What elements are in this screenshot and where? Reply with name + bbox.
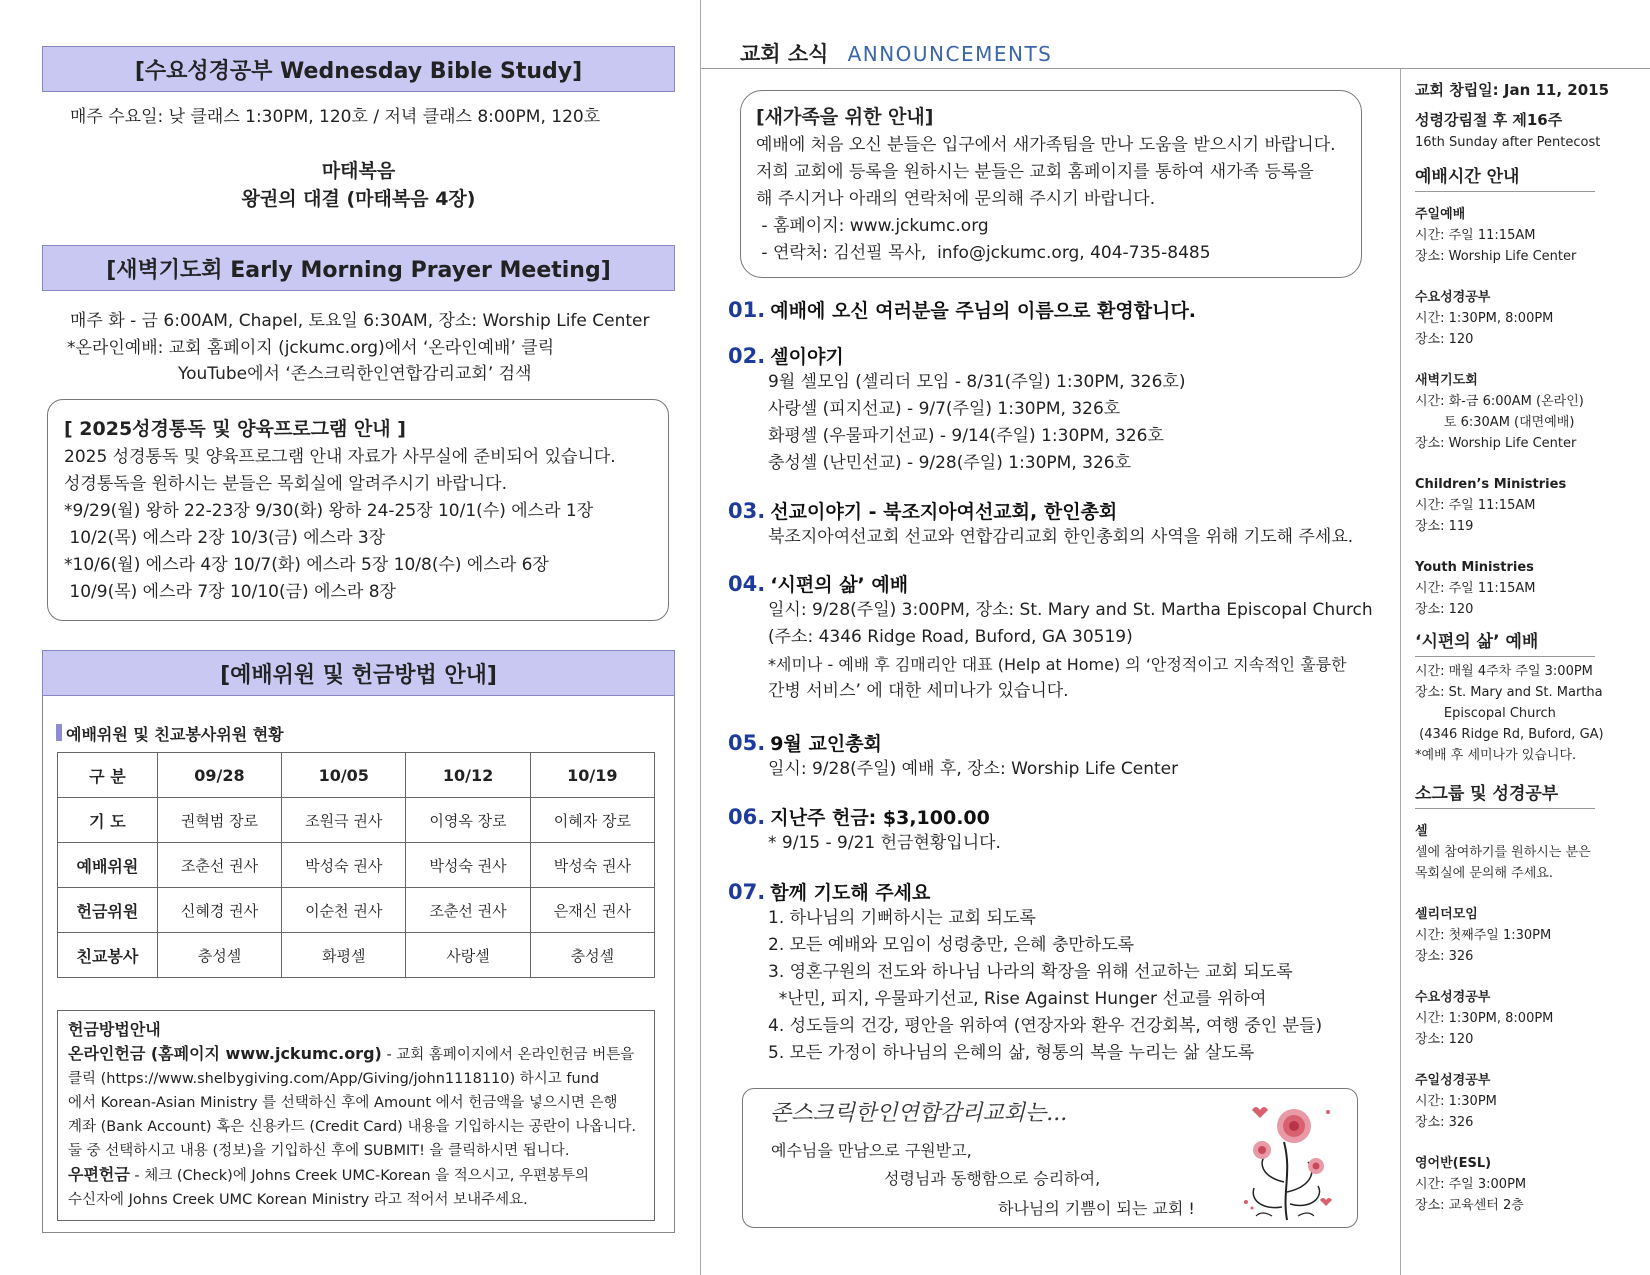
psalm-line: 시간: 매월 4주차 주일 3:00PM — [1415, 664, 1593, 679]
schedule-line: 시간: 주일 11:15AM — [1415, 581, 1536, 596]
prayer-banner-title: [새벽기도회 Early Morning Prayer Meeting] — [106, 257, 611, 283]
wednesday-topic: 왕권의 대결 (마태복음 4장) — [241, 188, 476, 210]
item-line: *난민, 피지, 우물파기선교, Rise Against Hunger 선교를 위하여 — [768, 989, 1267, 1009]
table-cell: 사랑셀 — [406, 933, 530, 978]
mail-offering-line: 수신자에 Johns Creek UMC Korean Ministry 라고 적어서 보내주세요. — [68, 1192, 528, 1208]
schedule-name: 새벽기도회 — [1415, 373, 1478, 388]
flower-decoration-icon — [1232, 1092, 1342, 1224]
item-line: 일시: 9/28(주일) 예배 후, 장소: Worship Life Center — [768, 759, 1179, 779]
announcement-item-05 — [728, 729, 1178, 783]
schedule-line: 장소: Worship Life Center — [1415, 436, 1577, 451]
prayer-line-3: YouTube에서 ‘존스크릭한인연합감리교회’ 검색 — [178, 364, 532, 384]
newcomer-content — [756, 102, 1336, 267]
schedule-block — [1415, 204, 1640, 267]
group-line: 장소: 120 — [1415, 1032, 1474, 1047]
vision-script-title: 존스크릭한인연합감리교회는... — [770, 1101, 1068, 1126]
group-line: 시간: 1:30PM, 8:00PM — [1415, 1011, 1554, 1026]
table-cell: 이혜자 장로 — [530, 798, 654, 843]
newcomer-line: 예배에 처음 오신 분들은 입구에서 새가족팀을 만나 도움을 받으시기 바랍니다. — [756, 135, 1336, 155]
schedule-name: Youth Ministries — [1415, 560, 1534, 575]
table-cell: 친교봉사 — [58, 933, 158, 978]
schedule-line: 시간: 화-금 6:00AM (온라인) — [1415, 394, 1584, 409]
group-line: 장소: 326 — [1415, 1115, 1474, 1130]
group-block — [1415, 904, 1640, 967]
group-line: 장소: 326 — [1415, 949, 1474, 964]
group-name: 영어반(ESL) — [1415, 1156, 1492, 1171]
schedule-block — [1415, 474, 1640, 537]
group-name: 셀 — [1415, 824, 1428, 839]
item-line: 4. 성도들의 건강, 평안을 위하여 (연장자와 환우 건강회복, 여행 중인 분들) — [768, 1016, 1323, 1036]
announcement-item-01 — [728, 296, 1196, 323]
item-line: 사랑셀 (피지선교) - 9/7(주일) 1:30PM, 326호 — [768, 399, 1121, 419]
table-cell: 충성셀 — [530, 933, 654, 978]
offering-banner — [42, 650, 675, 696]
item-line: *세미나 - 예배 후 김매리안 대표 (Help at Home) 의 ‘안정적이고 지속적인 훌륭한 — [768, 655, 1347, 674]
item-title: 셀이야기 — [770, 346, 844, 368]
online-offering-text: - 교회 홈페이지에서 온라인헌금 버튼을 — [381, 1047, 635, 1063]
table-header: 구 분 — [58, 753, 158, 798]
mail-offering-line — [68, 1163, 636, 1188]
offering-banner-title: [예배위원 및 헌금방법 안내] — [220, 662, 497, 688]
bible-reading-line: *10/6(월) 에스라 4장 10/7(화) 에스라 5장 10/8(수) 에스라 6장 — [64, 555, 549, 575]
offering-method-content — [68, 1018, 636, 1212]
psalm-line: 장소: St. Mary and St. Martha — [1415, 685, 1603, 700]
group-line: 장소: 교육센터 2층 — [1415, 1198, 1524, 1213]
table-cell: 권혁범 장로 — [157, 798, 281, 843]
announcements-underline — [701, 68, 1650, 69]
item-number: 07. — [728, 880, 766, 904]
item-title: ‘시편의 삶’ 예배 — [770, 574, 909, 596]
schedule-name: 주일예배 — [1415, 207, 1466, 222]
item-line: 2. 모든 예배와 모임이 성령충만, 은혜 충만하도록 — [768, 935, 1135, 955]
item-number: 02. — [728, 344, 766, 368]
bible-reading-line: *9/29(월) 왕하 22-23장 9/30(화) 왕하 24-25장 10/1(수) 에스라 1장 — [64, 501, 594, 521]
online-offering-line: 계좌 (Bank Account) 혹은 신용카드 (Credit Card) 내용을 기입하시는 공란이 나옵니다. — [68, 1119, 636, 1135]
item-number: 01. — [728, 298, 766, 322]
page-divider — [700, 0, 701, 1275]
group-line: 시간: 주일 3:00PM — [1415, 1177, 1527, 1192]
group-name: 주일성경공부 — [1415, 1073, 1491, 1088]
item-line: * 9/15 - 9/21 헌금현황입니다. — [768, 833, 1001, 853]
founded-date: 교회 창립일: Jan 11, 2015 — [1415, 81, 1610, 99]
group-line: 목회실에 문의해 주세요. — [1415, 866, 1553, 881]
season-en: 16th Sunday after Pentecost — [1415, 135, 1601, 150]
item-number: 03. — [728, 499, 766, 523]
sidebar-divider — [1400, 69, 1401, 1275]
group-block — [1415, 1070, 1640, 1133]
table-cell: 예배위원 — [58, 843, 158, 888]
newcomer-line: 해 주시거나 아래의 연락처에 문의해 주시기 바랍니다. — [756, 189, 1156, 209]
table-cell: 박성숙 권사 — [282, 843, 406, 888]
newcomer-line: - 홈페이지: www.jckumc.org — [756, 216, 989, 236]
item-line: 3. 영혼구원의 전도와 하나님 나라의 확장을 위해 선교하는 교회 되도록 — [768, 962, 1293, 982]
item-number: 06. — [728, 805, 766, 829]
bible-reading-title: [ 2025성경통독 및 양육프로그램 안내 ] — [64, 418, 406, 440]
announcements-header — [740, 38, 1052, 68]
psalm-block — [1415, 661, 1640, 766]
newcomer-title: [새가족을 위한 안내] — [756, 106, 934, 128]
table-header: 10/05 — [282, 753, 406, 798]
table-cell: 이영옥 장로 — [406, 798, 530, 843]
vision-line-3: 하나님의 기쁨이 되는 교회 ! — [998, 1199, 1195, 1218]
table-cell: 조춘선 권사 — [406, 888, 530, 933]
online-offering-line — [68, 1042, 636, 1067]
item-line: (주소: 4346 Ridge Road, Buford, GA 30519) — [768, 627, 1133, 647]
table-row — [58, 888, 655, 933]
item-number: 04. — [728, 572, 766, 596]
group-name: 셀리더모임 — [1415, 907, 1478, 922]
schedule-block — [1415, 557, 1640, 620]
group-block — [1415, 987, 1640, 1050]
announcement-item-02 — [728, 342, 1186, 477]
item-line: 9월 셀모임 (셀리더 모임 - 8/31(주일) 1:30PM, 326호) — [768, 372, 1186, 392]
item-line: 1. 하나님의 기뻐하시는 교회 되도록 — [768, 908, 1036, 928]
psalm-line: *예배 후 세미나가 있습니다. — [1415, 748, 1577, 763]
season-ko: 성령강림절 후 제16주 — [1415, 111, 1563, 129]
table-cell: 조춘선 권사 — [157, 843, 281, 888]
table-cell: 조원극 권사 — [282, 798, 406, 843]
schedule-name: Children’s Ministries — [1415, 477, 1567, 492]
duty-table — [57, 752, 655, 978]
announcement-item-04 — [728, 570, 1373, 705]
item-title: 함께 기도해 주세요 — [770, 882, 931, 904]
schedule-line: 장소: 120 — [1415, 332, 1474, 347]
schedule-line: 토 6:30AM (대면예배) — [1415, 415, 1575, 430]
table-cell: 박성숙 권사 — [530, 843, 654, 888]
prayer-line-2: *온라인예배: 교회 홈페이지 (jckumc.org)에서 ‘온라인예배’ 클릭 — [67, 338, 555, 358]
item-line: 간병 서비스’ 에 대한 세미나가 있습니다. — [768, 681, 1069, 701]
announcements-header-ko: 교회 소식 — [740, 42, 829, 66]
small-group-heading: 소그룹 및 성경공부 — [1415, 780, 1595, 809]
offering-method-title: 헌금방법안내 — [68, 1020, 161, 1039]
group-line: 셀에 참여하기를 원하시는 분은 — [1415, 845, 1591, 860]
table-cell: 충성셀 — [157, 933, 281, 978]
duty-subtitle: 예배위원 및 친교봉사위원 현황 — [66, 725, 284, 744]
group-name: 수요성경공부 — [1415, 990, 1491, 1005]
psalm-heading: ‘시편의 삶’ 예배 — [1415, 628, 1595, 657]
table-cell: 이순천 권사 — [282, 888, 406, 933]
schedule-name: 수요성경공부 — [1415, 290, 1491, 305]
online-offering-line: 에서 Korean-Asian Ministry 를 선택하신 후에 Amount 에서 헌금액을 넣으시면 은행 — [68, 1095, 618, 1111]
item-title: 예배에 오신 여러분을 주님의 이름으로 환영합니다. — [770, 300, 1197, 322]
table-cell: 화평셀 — [282, 933, 406, 978]
wednesday-schedule: 매주 수요일: 낮 클래스 1:30PM, 120호 / 저녁 클래스 8:00PM, 120호 — [70, 107, 601, 127]
item-line: 일시: 9/28(주일) 3:00PM, 장소: St. Mary and St. Martha Episcopal Church — [768, 600, 1373, 620]
schedule-block — [1415, 370, 1640, 454]
table-header: 10/12 — [406, 753, 530, 798]
wednesday-banner-title: [수요성경공부 Wednesday Bible Study] — [134, 58, 583, 84]
worship-times-heading: 예배시간 안내 — [1415, 163, 1595, 192]
announcements-header-en: ANNOUNCEMENTS — [847, 42, 1053, 66]
bible-reading-line: 10/2(목) 에스라 2장 10/3(금) 에스라 3장 — [64, 528, 386, 548]
psalm-line: (4346 Ridge Rd, Buford, GA) — [1415, 727, 1604, 742]
schedule-line: 시간: 주일 11:15AM — [1415, 498, 1536, 513]
prayer-banner — [42, 245, 675, 291]
wednesday-banner — [42, 46, 675, 92]
subtitle-marker — [56, 724, 62, 741]
item-number: 05. — [728, 731, 766, 755]
table-cell: 기 도 — [58, 798, 158, 843]
group-block — [1415, 821, 1640, 884]
vision-line-2: 성령님과 동행함으로 승리하여, — [884, 1169, 1101, 1188]
item-line: 화평셀 (우물파기선교) - 9/14(주일) 1:30PM, 326호 — [768, 426, 1164, 446]
mail-offering-label: 우편헌금 — [68, 1165, 130, 1184]
schedule-line: 장소: 120 — [1415, 602, 1474, 617]
table-header: 09/28 — [157, 753, 281, 798]
prayer-line-1: 매주 화 - 금 6:00AM, Chapel, 토요일 6:30AM, 장소: Worship Life Center — [70, 311, 650, 331]
table-cell: 박성숙 권사 — [406, 843, 530, 888]
table-cell: 신혜경 권사 — [157, 888, 281, 933]
bible-reading-lines — [64, 444, 616, 606]
table-row — [58, 933, 655, 978]
sidebar — [1415, 78, 1640, 1216]
newcomer-line: - 연락처: 김선필 목사, info@jckumc.org, 404-735-8485 — [756, 243, 1211, 263]
schedule-block — [1415, 287, 1640, 350]
bible-reading-line: 10/9(목) 에스라 7장 10/10(금) 에스라 8장 — [64, 582, 396, 602]
item-title: 지난주 헌금: $3,100.00 — [770, 807, 990, 829]
table-cell: 헌금위원 — [58, 888, 158, 933]
item-line: 충성셀 (난민선교) - 9/28(주일) 1:30PM, 326호 — [768, 453, 1132, 473]
schedule-line: 시간: 1:30PM, 8:00PM — [1415, 311, 1554, 326]
announcement-item-07 — [728, 878, 1322, 1067]
table-header: 10/19 — [530, 753, 654, 798]
announcement-item-03 — [728, 497, 1353, 551]
schedule-line: 장소: Worship Life Center — [1415, 249, 1577, 264]
item-title: 선교이야기 - 북조지아여선교회, 한인총회 — [770, 501, 1118, 523]
mail-offering-text: - 체크 (Check)에 Johns Creek UMC-Korean 을 적으시고, 우편봉투의 — [129, 1168, 590, 1184]
table-header-row — [58, 753, 655, 798]
bible-reading-line: 성경통독을 원하시는 분들은 목회실에 알려주시기 바랍니다. — [64, 474, 507, 494]
online-offering-label: 온라인헌금 (홈페이지 www.jckumc.org) — [68, 1044, 382, 1063]
bible-reading-line: 2025 성경통독 및 양육프로그램 안내 자료가 사무실에 준비되어 있습니다. — [64, 447, 616, 467]
table-row — [58, 798, 655, 843]
item-line: 북조지아여선교회 선교와 연합감리교회 한인총회의 사역을 위해 기도해 주세요. — [768, 527, 1354, 547]
schedule-line: 장소: 119 — [1415, 519, 1474, 534]
table-row — [58, 843, 655, 888]
online-offering-line: 둘 중 선택하시고 내용 (정보)을 기입하신 후에 SUBMIT! 을 클릭하시면 됩니다. — [68, 1143, 570, 1159]
announcement-item-06 — [728, 803, 1001, 857]
newcomer-line: 저희 교회에 등록을 원하시는 분들은 교회 홈페이지를 통하여 새가족 등록을 — [756, 162, 1314, 182]
table-cell: 은재신 권사 — [530, 888, 654, 933]
group-block — [1415, 1153, 1640, 1216]
online-offering-line: 클릭 (https://www.shelbygiving.com/App/Giving/john1118110) 하시고 fund — [68, 1071, 600, 1087]
item-line: 5. 모든 가정이 하나님의 은혜의 삶, 형통의 복을 누리는 삶 살도록 — [768, 1043, 1255, 1063]
item-title: 9월 교인총회 — [770, 733, 882, 755]
schedule-line: 시간: 주일 11:15AM — [1415, 228, 1536, 243]
vision-line-1: 예수님을 만남으로 구원받고, — [771, 1141, 972, 1160]
group-line: 시간: 첫째주일 1:30PM — [1415, 928, 1552, 943]
group-line: 시간: 1:30PM — [1415, 1094, 1497, 1109]
wednesday-book: 마태복음 — [321, 160, 396, 182]
psalm-line: Episcopal Church — [1415, 706, 1556, 721]
